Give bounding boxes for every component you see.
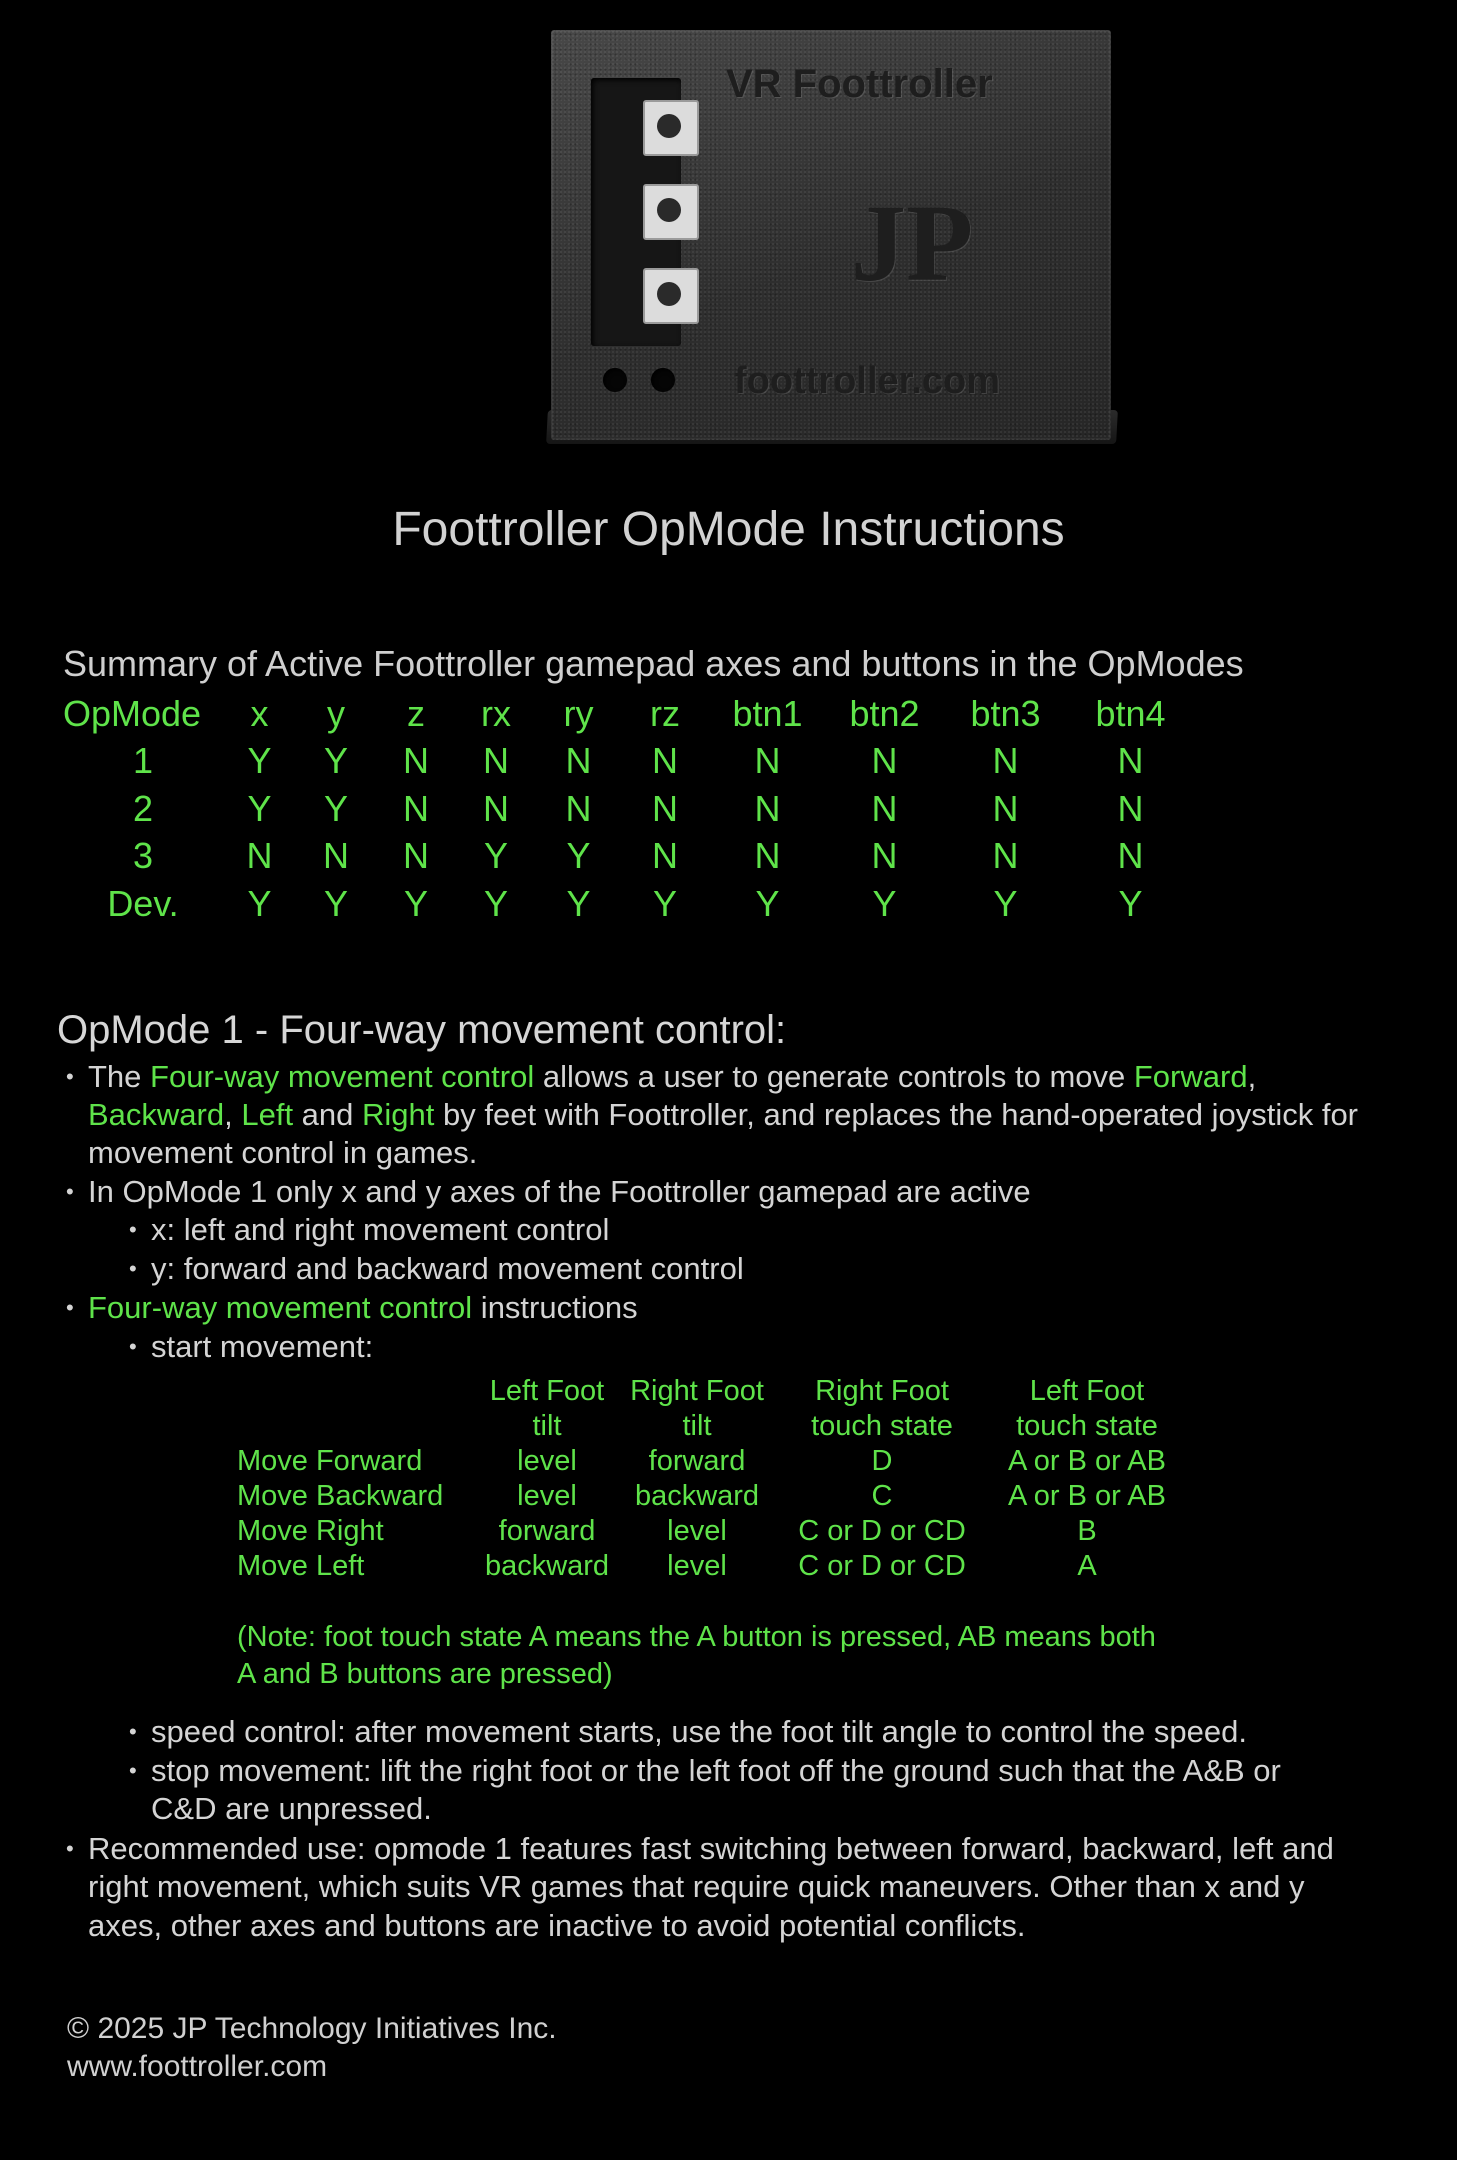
movement-label: Move Left [237, 1550, 365, 1582]
summary-cell: N [1117, 835, 1144, 877]
stop-line-2: C&D are unpressed. [151, 1791, 432, 1826]
movement-header-cell: Right Foot [815, 1375, 949, 1407]
movement-cell: B [1077, 1515, 1097, 1547]
summary-cell: Y [323, 787, 348, 829]
recommended-line-3: axes, other axes and buttons are inactive to avoid potential conflicts. [88, 1908, 1026, 1943]
intro-line-3: movement control in games. [88, 1135, 478, 1170]
intro-line-2 [88, 1096, 1358, 1135]
movement-header-blank [237, 1409, 482, 1444]
summary-opmode-cell: Dev. [107, 882, 179, 924]
intro-rest: by feet with Foottroller, and replaces the hand-operated joystick for [434, 1097, 1359, 1132]
summary-cell: N [992, 740, 1019, 782]
movement-cell: A or B or AB [1008, 1480, 1166, 1512]
summary-cell: N [483, 740, 509, 782]
movement-header-cell: Right Foot [630, 1375, 764, 1407]
movement-header-row [237, 1374, 1192, 1409]
movement-cell: C or D or CD [798, 1550, 966, 1582]
summary-row [63, 738, 1193, 786]
col-btn4: btn4 [1095, 692, 1166, 734]
intro-forward: Forward [1133, 1059, 1248, 1094]
summary-cell: N [403, 740, 429, 782]
intro-the: The [88, 1059, 151, 1094]
col-rz: rz [650, 692, 680, 734]
tact-switch-3 [643, 268, 699, 324]
summary-cell: N [565, 787, 592, 829]
movement-row [237, 1444, 1192, 1479]
intro-comma2: , [224, 1097, 242, 1132]
movement-header-blank [237, 1374, 482, 1409]
summary-cell: N [483, 787, 509, 829]
summary-cell: N [871, 835, 898, 877]
instructions-rest: instructions [472, 1290, 638, 1325]
summary-cell: N [403, 787, 429, 829]
summary-cell: Y [483, 882, 508, 924]
summary-cell: N [652, 787, 678, 829]
summary-opmode-cell: 1 [132, 740, 154, 782]
footer-link[interactable]: www.foottroller.com [67, 2050, 328, 2083]
summary-table [63, 690, 1193, 928]
summary-cell: Y [247, 740, 272, 782]
movement-cell: level [517, 1445, 577, 1477]
movement-body [237, 1374, 1192, 1584]
axes-intro: • In OpMode 1 only x and y axes of the Foottroller gamepad are active [88, 1173, 1031, 1212]
movement-header-cell: touch state [1016, 1410, 1158, 1442]
summary-cell: N [323, 835, 349, 877]
movement-header-row [237, 1409, 1192, 1444]
summary-cell: Y [652, 882, 677, 924]
summary-row [63, 880, 1193, 928]
summary-cell: Y [247, 787, 272, 829]
button-slot [591, 78, 681, 346]
device-embossed-logo: JP [851, 182, 974, 304]
intro-right: Right [362, 1097, 435, 1132]
movement-row [237, 1549, 1192, 1584]
summary-cell: Y [1118, 882, 1143, 924]
summary-cell: Y [755, 882, 780, 924]
col-btn2: btn2 [849, 692, 920, 734]
summary-cell: N [652, 835, 678, 877]
movement-cell: C or D or CD [798, 1515, 966, 1547]
opmode1-heading: OpMode 1 - Four-way movement control: [57, 1008, 787, 1052]
col-y: y [327, 692, 345, 734]
col-btn1: btn1 [732, 692, 803, 734]
movement-cell: C [871, 1480, 893, 1512]
intro-left: Left [241, 1097, 294, 1132]
movement-label: Move Forward [237, 1445, 423, 1477]
summary-cell: N [652, 740, 678, 782]
start-movement: • start movement: [151, 1328, 373, 1367]
summary-cell: Y [247, 882, 272, 924]
movement-row [237, 1479, 1192, 1514]
device-body [551, 30, 1111, 440]
col-opmode: OpMode [63, 692, 202, 734]
intro-fwmc: Four-way movement control [150, 1059, 535, 1094]
copyright: © 2025 JP Technology Initiatives Inc. [67, 2012, 557, 2045]
summary-cell: N [992, 835, 1019, 877]
summary-cell: N [992, 787, 1019, 829]
summary-cell: N [565, 740, 592, 782]
recommended-line-1: • Recommended use: opmode 1 features fast switching between forward, backward, left and [88, 1830, 1334, 1869]
recommended-line-2: right movement, which suits VR games that require quick maneuvers. Other than x and y [88, 1869, 1305, 1904]
movement-cell: level [667, 1550, 727, 1582]
stop-line-1: • stop movement: lift the right foot or the left foot off the ground such that the A&B or [151, 1752, 1281, 1791]
axis-x-text: • x: left and right movement control [151, 1211, 609, 1250]
axis-y-text: • y: forward and backward movement control [151, 1250, 744, 1289]
summary-cell: N [1117, 787, 1144, 829]
summary-cell: N [754, 740, 781, 782]
movement-header-cell: tilt [532, 1410, 562, 1442]
summary-body [63, 738, 1193, 928]
summary-row [63, 833, 1193, 881]
summary-cell: Y [483, 835, 508, 877]
summary-opmode-cell: 2 [132, 787, 154, 829]
movement-cell: forward [648, 1445, 746, 1477]
col-z: z [407, 692, 425, 734]
summary-header-row [63, 690, 1193, 738]
instructions-green: Four-way movement control [88, 1290, 473, 1325]
summary-opmode-cell: 3 [132, 835, 154, 877]
summary-cell: N [754, 835, 781, 877]
device-photo [535, 30, 1120, 450]
summary-cell: Y [323, 882, 348, 924]
intro-backward: Backward [88, 1097, 225, 1132]
movement-cell: A [1077, 1550, 1097, 1582]
summary-cell: Y [566, 882, 591, 924]
summary-cell: Y [993, 882, 1018, 924]
summary-cell: N [871, 740, 898, 782]
movement-header-cell: touch state [811, 1410, 953, 1442]
summary-cell: N [403, 835, 429, 877]
instructions-heading [88, 1289, 638, 1328]
col-rx: rx [481, 692, 511, 734]
movement-cell: backward [634, 1480, 760, 1512]
device-embossed-title: VR Foottroller [726, 62, 993, 106]
movement-cell: forward [498, 1515, 596, 1547]
movement-row [237, 1514, 1192, 1549]
summary-cell: N [1117, 740, 1144, 782]
note-line-2: A and B buttons are pressed) [237, 1658, 613, 1690]
summary-cell: Y [403, 882, 428, 924]
intro-allows: allows a user to generate controls to move [534, 1059, 1134, 1094]
hole-1 [603, 368, 627, 392]
device-embossed-url: foottroller.com [734, 360, 1001, 402]
movement-label: Move Right [237, 1515, 384, 1547]
page-title: Foottroller OpMode Instructions [392, 503, 1065, 556]
movement-table [237, 1374, 1192, 1584]
intro-comma1: , [1247, 1059, 1257, 1094]
hole-2 [651, 368, 675, 392]
summary-cell: Y [566, 835, 591, 877]
col-ry: ry [563, 692, 594, 734]
summary-cell: N [246, 835, 273, 877]
movement-cell: D [871, 1445, 893, 1477]
summary-cell: N [871, 787, 898, 829]
movement-cell: backward [484, 1550, 610, 1582]
movement-cell: level [667, 1515, 727, 1547]
summary-cell: Y [872, 882, 897, 924]
movement-header-cell: tilt [682, 1410, 712, 1442]
movement-cell: level [517, 1480, 577, 1512]
speed-control: • speed control: after movement starts, use the foot tilt angle to control the speed. [151, 1713, 1247, 1752]
movement-cell: A or B or AB [1008, 1445, 1166, 1477]
tact-switch-1 [643, 100, 699, 156]
summary-heading: Summary of Active Foottroller gamepad axes and buttons in the OpModes [63, 643, 1244, 684]
col-x: x [250, 692, 269, 734]
summary-cell: N [754, 787, 781, 829]
summary-cell: Y [323, 740, 348, 782]
tact-switch-2 [643, 184, 699, 240]
movement-header-cell: Left Foot [489, 1375, 605, 1407]
intro-line-1 [88, 1058, 1256, 1097]
note-line-1: (Note: foot touch state A means the A button is pressed, AB means both [237, 1621, 1156, 1653]
summary-row [63, 785, 1193, 833]
intro-and: and [293, 1097, 363, 1132]
movement-header-cell: Left Foot [1029, 1375, 1145, 1407]
movement-label: Move Backward [237, 1480, 444, 1512]
col-btn3: btn3 [970, 692, 1041, 734]
